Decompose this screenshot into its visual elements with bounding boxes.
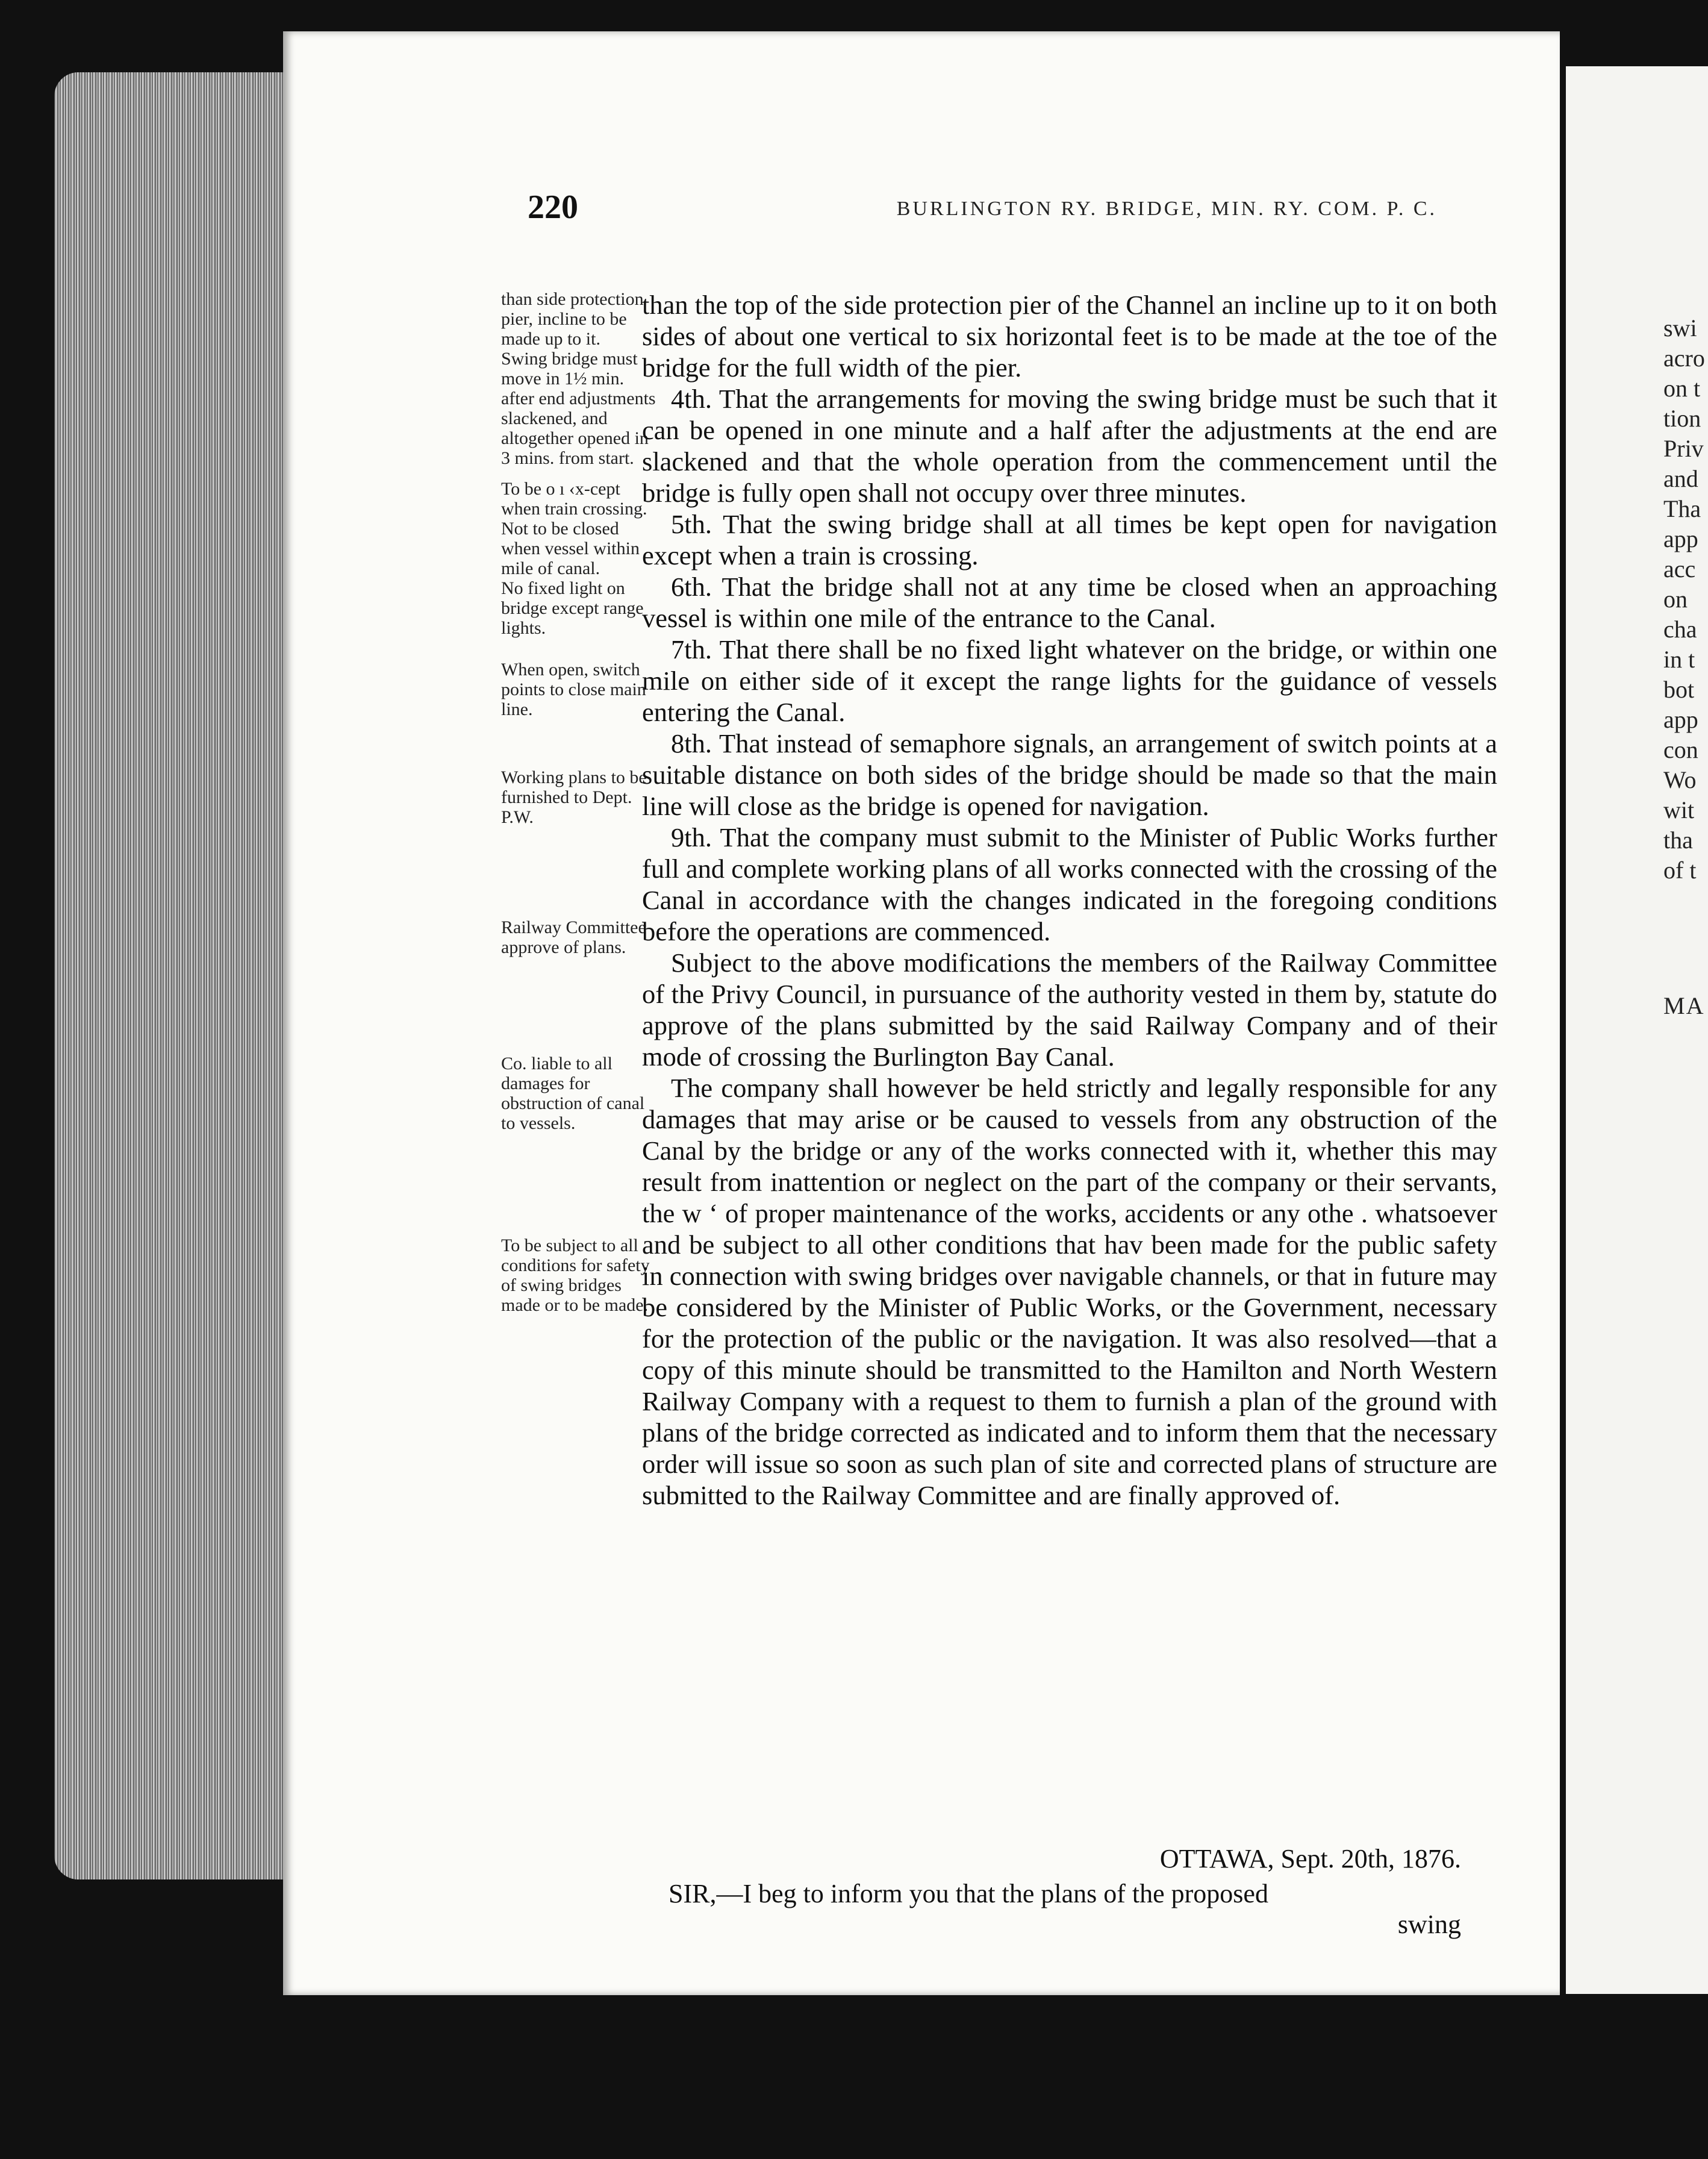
- facing-page-text: tion: [1663, 405, 1701, 432]
- margin-notes: [501, 289, 658, 1315]
- margin-note: Swing bridge must move in 1½ min. after end adjustments slackened, and altogether opened in 3 mins. from start.: [501, 349, 656, 468]
- facing-page-text: on: [1663, 586, 1688, 613]
- paragraph: 6th. That the bridge shall not at any time be closed when an approaching vessel is within one mile of the entrance to the Canal.: [642, 572, 1497, 633]
- facing-page-text: bot: [1663, 676, 1695, 703]
- margin-note: than side protection pier, incline to be made up to it.: [501, 289, 644, 349]
- page-header: [528, 188, 1437, 236]
- letter-dateline: OTTAWA, Sept. 20th, 1876.: [1159, 1844, 1461, 1873]
- paragraph: The company shall however be held strictly and legally responsible for any damages that may arise or be caused to vessels from any obstruction of the Canal by the bridge or any of the works connected with it, whether this may result from inattention or neglect on the part of the company or their servants, the w ‘ of proper maintenance of the works, accidents or any othe . whatsoever and be subject to all other conditions that hav been made for the public safety in connection with swing bridges over navigable channels, or that in future may be considered by the Minister of Public Works, or the Government, necessary for the protection of the public or the navigation. It was also resolved—that a copy of this minute should be transmitted to the Hamilton and North Western Railway Company with a request to them to furnish a plan of the ground with plans of the bridge corrected as indicated and to inform them that the necessary order will issue so soon as such plan of site and corrected plans of structure are submitted to the Railway Committee and are finally approved of.: [642, 1073, 1497, 1510]
- facing-page-text: in t: [1663, 646, 1695, 673]
- facing-page-text: Tha: [1663, 495, 1701, 522]
- page-number: 220: [528, 189, 578, 226]
- facing-page: [1566, 66, 1708, 1994]
- running-head: BURLINGTON RY. BRIDGE, MIN. RY. COM. P. C.: [896, 198, 1437, 220]
- margin-note: To be subject to all conditions for safety of swing bridges made or to be made.: [501, 1236, 650, 1315]
- letter-opening: SIR,—I beg to inform you that the plans of the proposed: [669, 1879, 1268, 1908]
- paragraph: 4th. That the arrangements for moving the swing bridge must be such that it can be opened in one minute and a half after the adjustments at the end are slackened and that the whole operation from the commencement until the bridge is fully open shall not occupy over three minutes.: [642, 384, 1497, 508]
- facing-page-text: swi: [1663, 314, 1697, 342]
- facing-page-text: of t: [1663, 857, 1697, 884]
- facing-page-text: wit: [1663, 796, 1695, 823]
- facing-page-text: acc: [1663, 555, 1696, 583]
- paragraph: 7th. That there shall be no fixed light whatever on the bridge, or within one mile on either side of it except the range lights for the guidance of vessels entering the Canal.: [642, 634, 1497, 727]
- facing-page-heading: MA: [1663, 992, 1705, 1019]
- catchword: swing: [1397, 1910, 1461, 1939]
- facing-page-text: con: [1663, 736, 1698, 763]
- facing-page-text: app: [1663, 706, 1698, 733]
- facing-page-text: on t: [1663, 375, 1701, 402]
- margin-note: Not to be closed when vessel within mile of canal.: [501, 519, 640, 578]
- book-page-edges: [54, 72, 289, 1879]
- margin-note: No fixed light on bridge except range lights.: [501, 578, 644, 638]
- facing-page-text: Wo: [1663, 766, 1697, 793]
- margin-note: To be o ı ‹x-cept when train crossing.: [501, 479, 647, 519]
- paragraph: 9th. That the company must submit to the Minister of Public Works further full and complete working plans of all works connected with the crossing of the Canal in accordance with the changes indicated in the foregoing conditions before the operations are commenced.: [642, 822, 1497, 946]
- facing-page-text: tha: [1663, 826, 1693, 854]
- facing-page-text: and: [1663, 465, 1698, 492]
- paragraph: 8th. That instead of semaphore signals, an arrangement of switch points at a suitable distance on both sides of the bridge should be made so that the main line will close as the bridge is opened for navigation.: [642, 728, 1497, 821]
- margin-note: Co. liable to all damages for obstruction of canal to vessels.: [501, 1054, 645, 1133]
- facing-page-text: acro: [1663, 345, 1705, 372]
- paragraph: Subject to the above modifications the members of the Railway Committee of the Privy Council, in pursuance of the authority vested in them by, statute do approve of the plans submitted by the said Railway Company and of their mode of crossing the Burlington Bay Canal.: [642, 948, 1497, 1072]
- margin-note: Railway Committee approve of plans.: [501, 917, 646, 957]
- facing-page-text: cha: [1663, 616, 1697, 643]
- letter: [642, 1843, 1461, 1940]
- facing-page-text: Priv: [1663, 435, 1704, 462]
- margin-note: When open, switch points to close main line.: [501, 660, 646, 719]
- margin-note: Working plans to be furnished to Dept. P.W.: [501, 767, 647, 827]
- facing-page-text: app: [1663, 525, 1698, 552]
- body-text: [642, 289, 1497, 1511]
- paragraph: 5th. That the swing bridge shall at all times be kept open for navigation except when a train is crossing.: [642, 509, 1497, 570]
- paragraph: than the top of the side protection pier of the Channel an incline up to it on both sides of about one vertical to six horizontal feet is to be made at the toe of the bridge for the full width of the pier.: [642, 290, 1497, 383]
